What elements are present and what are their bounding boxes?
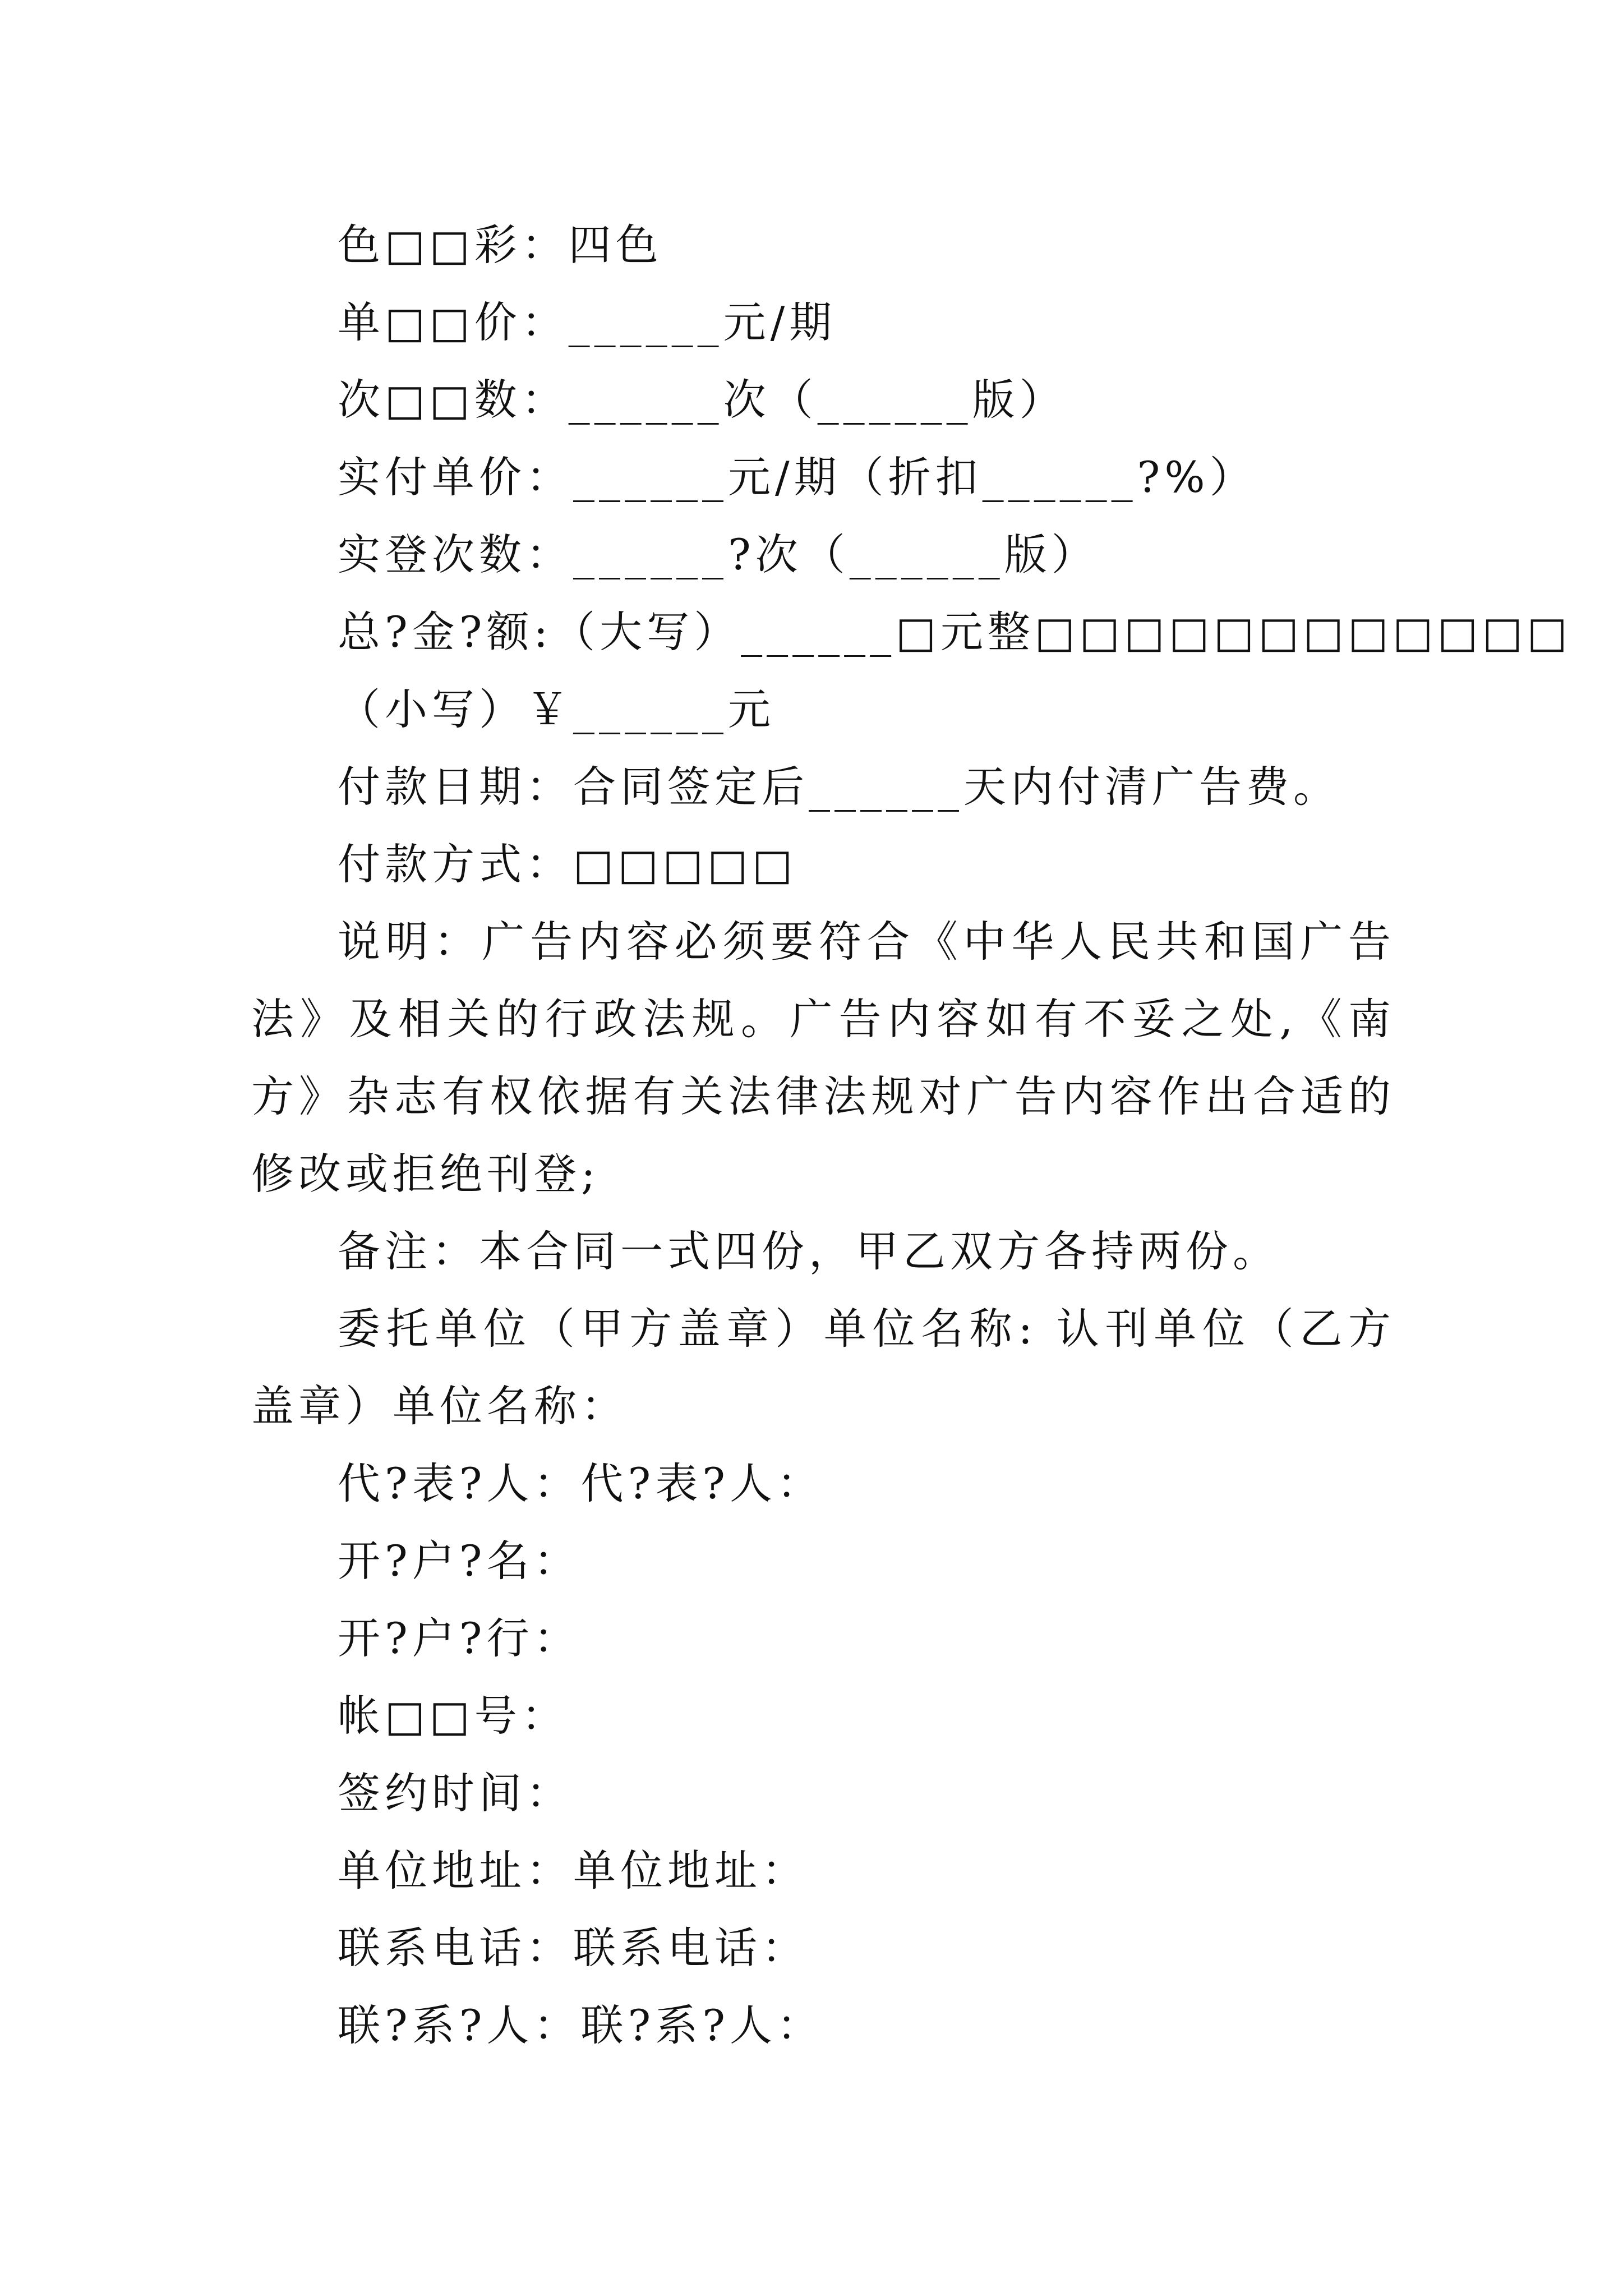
bank-line: 开?户?行： [338, 1613, 581, 1663]
contract-body [251, 206, 1572, 2064]
payment-method-line: 付款方式：□□□□□ [338, 839, 797, 889]
count-line: 次□□数：______次（______版） [338, 375, 1067, 425]
actual-count-line: 实登次数：______?次（______版） [338, 530, 1099, 579]
payment-date-line: 付款日期：合同签定后______天内付清广告费。 [338, 762, 1340, 812]
contact-person-line: 联?系?人：联?系?人： [338, 2000, 824, 2050]
address-line: 单位地址：单位地址： [338, 1846, 809, 1895]
representative-line: 代?表?人：代?表?人： [338, 1458, 824, 1508]
account-number-line: 帐□□号： [338, 1691, 569, 1741]
signing-time-line: 签约时间： [338, 1768, 573, 1818]
total-amount-lowercase-line: （小写）￥______元 [338, 684, 775, 734]
phone-line: 联系电话：联系电话： [338, 1923, 809, 1973]
color-line: 色□□彩：四色 [338, 220, 663, 270]
actual-unit-price-line: 实付单价：______元/期（折扣______?%） [338, 452, 1257, 502]
account-name-line: 开?户?名： [338, 1536, 581, 1586]
unit-price-line: 单□□价：______元/期 [338, 297, 837, 347]
parties-paragraph: 委托单位（甲方盖章）单位名称: 认刊单位（乙方盖章）单位名称： [251, 1304, 1395, 1431]
explanation-paragraph: 说明：广告内容必须要符合《中华人民共和国广告法》及相关的行政法规。广告内容如有不妥之处,《南方》杂志有权依据有关法律法规对广告内容作出合适的修改或拒绝刊登; [251, 917, 1395, 1199]
remark-line: 备注：本合同一式四份，甲乙双方各持两份。 [338, 1226, 1280, 1276]
total-amount-uppercase-line: 总?金?额:（大写）______□元整□□□□□□□□□□□□ [338, 607, 1572, 657]
